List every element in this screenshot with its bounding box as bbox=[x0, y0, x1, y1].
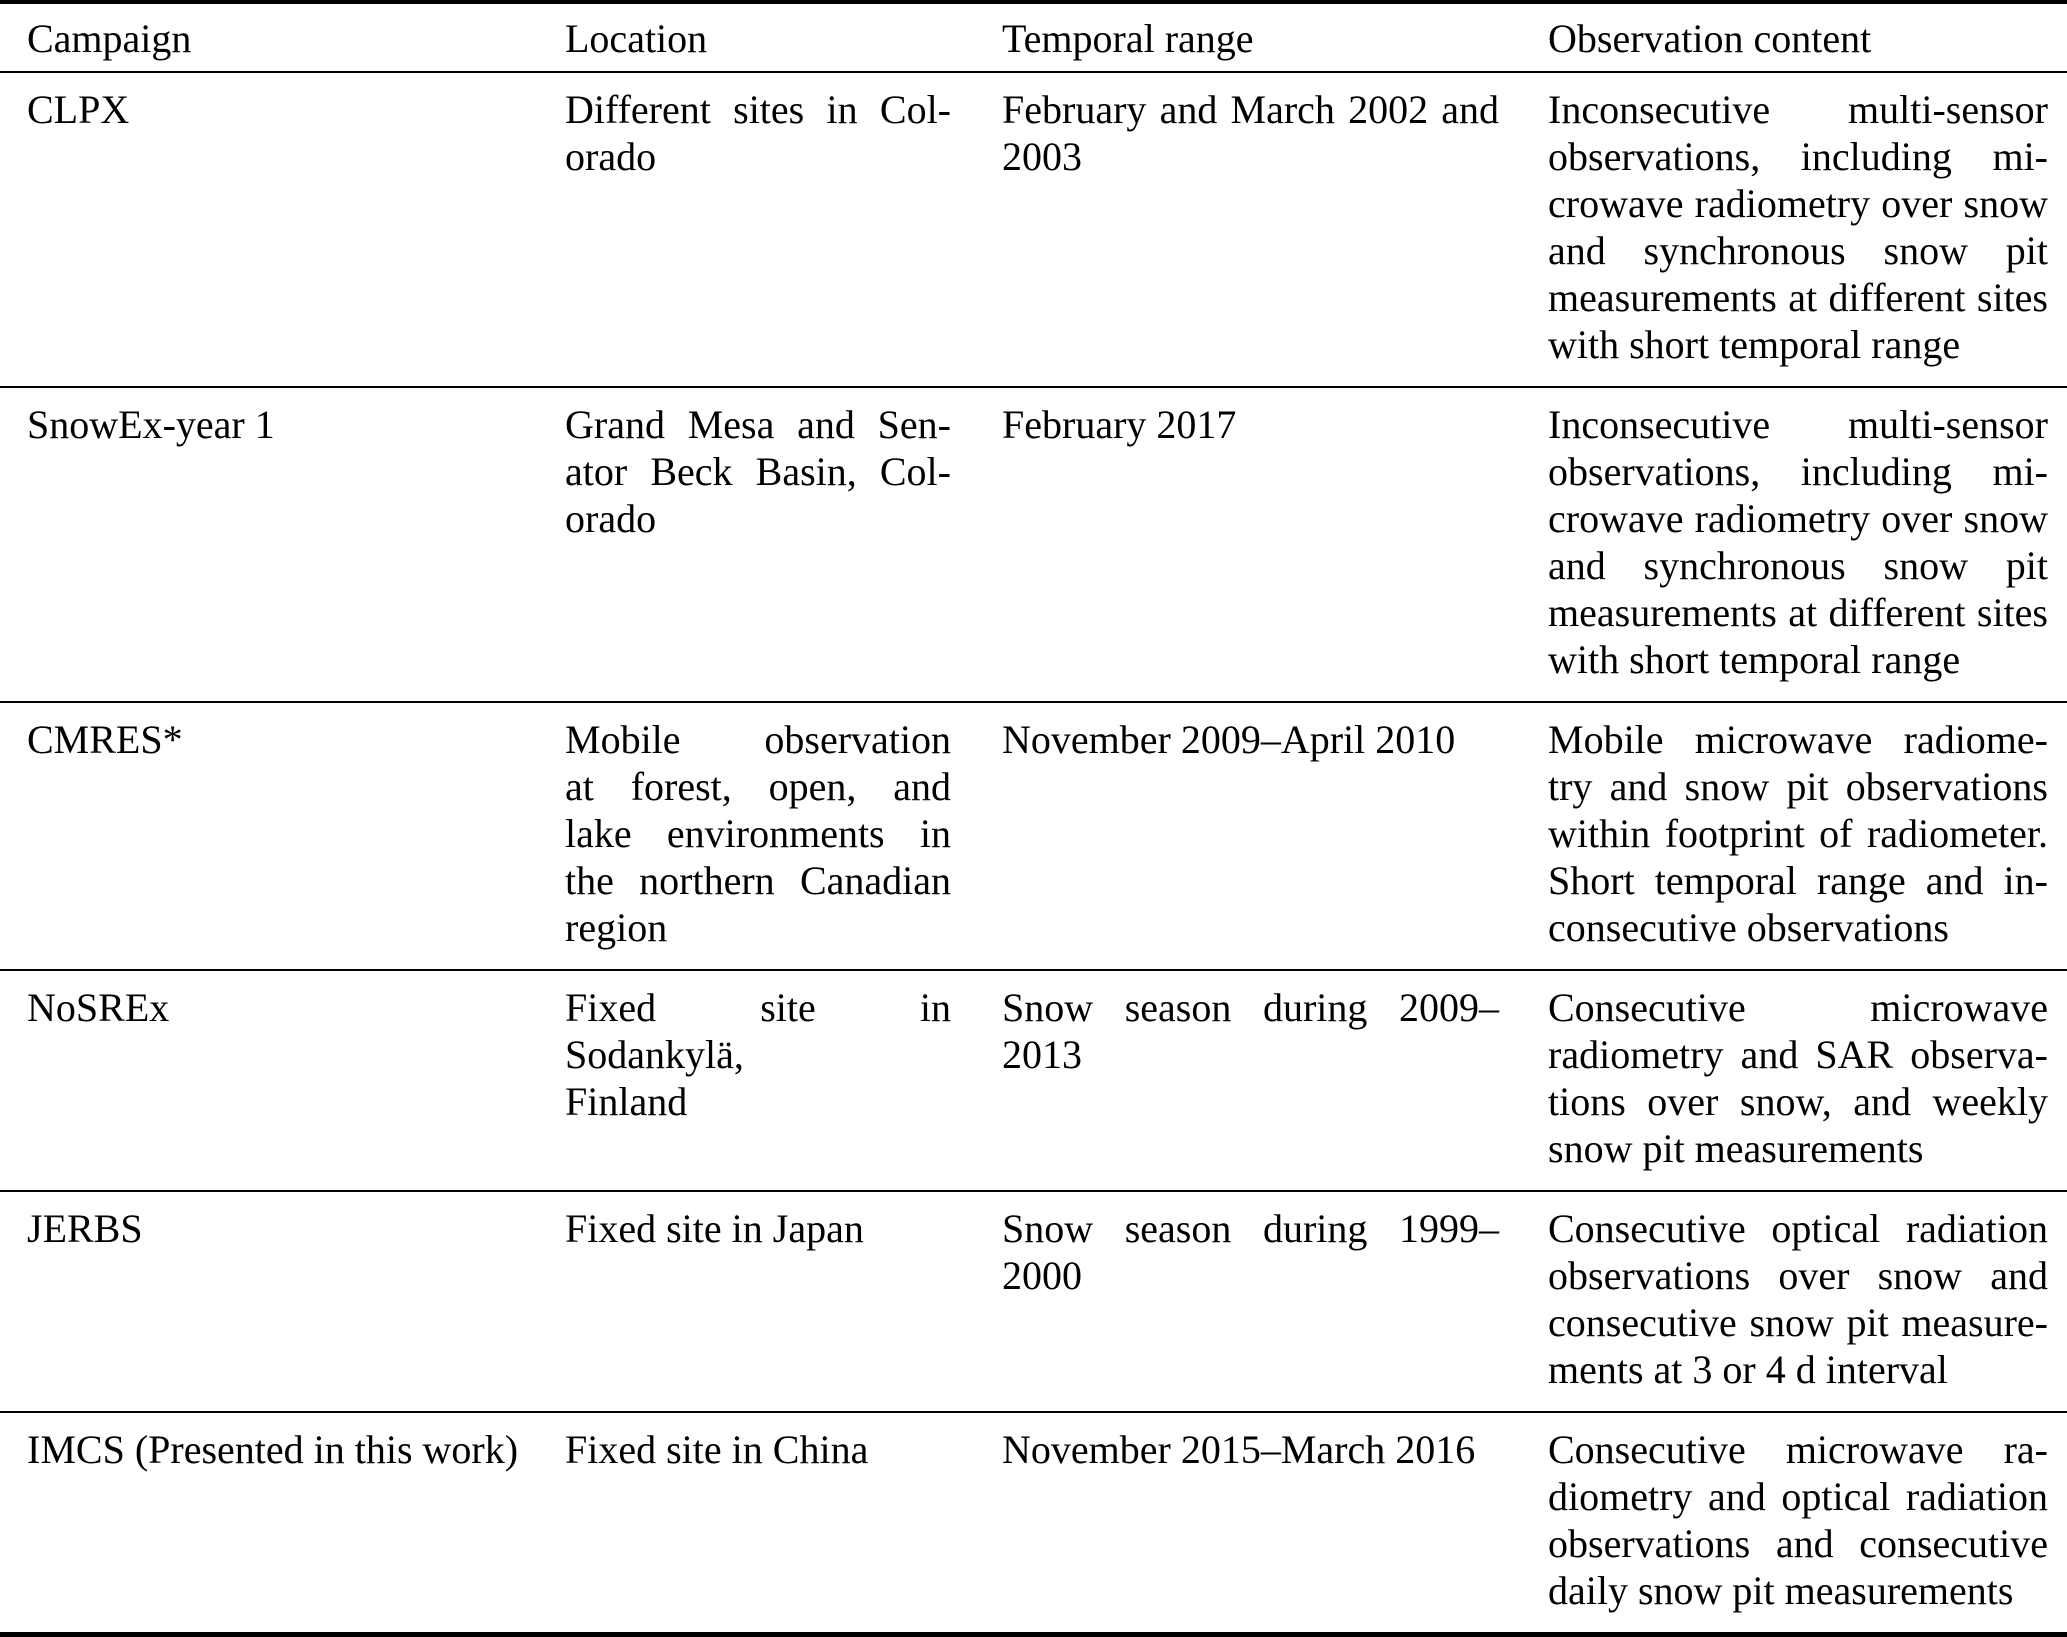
cell-line: Short temporal range and in- bbox=[1548, 858, 2048, 903]
cell-text bbox=[27, 86, 565, 133]
table-row bbox=[0, 970, 2067, 1191]
cell-text bbox=[1548, 401, 2048, 683]
cell-campaign bbox=[0, 970, 565, 1191]
cell-line: at forest, open, and bbox=[565, 764, 951, 809]
cell-text bbox=[1548, 1205, 2048, 1393]
cell-line: CLPX bbox=[27, 87, 130, 132]
header-row bbox=[0, 2, 2067, 72]
cell-line: Fixed site in Japan bbox=[565, 1206, 864, 1251]
cell-text bbox=[1002, 1205, 1499, 1299]
cell-line: February 2017 bbox=[1002, 402, 1237, 447]
cell-line: November 2015–March 2016 bbox=[1002, 1427, 1476, 1472]
cell-text bbox=[565, 401, 951, 542]
cell-text bbox=[565, 86, 951, 180]
table-row bbox=[0, 702, 2067, 970]
cell-line: JERBS bbox=[27, 1206, 143, 1251]
table-row bbox=[0, 387, 2067, 702]
cell-line: ments at 3 or 4 d interval bbox=[1548, 1347, 1948, 1392]
header-temporal-range: Temporal range bbox=[1002, 2, 1548, 72]
cell-location bbox=[565, 1412, 1002, 1635]
cell-line: observations, including mi- bbox=[1548, 449, 2048, 494]
cell-temporal bbox=[1002, 387, 1548, 702]
header-observation-content: Observation content bbox=[1548, 2, 2067, 72]
header-location: Location bbox=[565, 2, 1002, 72]
cell-line: Consecutive microwave ra- bbox=[1548, 1427, 2048, 1472]
cell-line: ator Beck Basin, Col- bbox=[565, 449, 951, 494]
cell-temporal bbox=[1002, 72, 1548, 387]
cell-line: Consecutive optical radiation bbox=[1548, 1206, 2048, 1251]
cell-line: Different sites in Col- bbox=[565, 87, 951, 132]
cell-text bbox=[27, 716, 565, 763]
cell-line: with short temporal range bbox=[1548, 637, 1961, 682]
cell-campaign bbox=[0, 1412, 565, 1635]
cell-text bbox=[1002, 716, 1499, 763]
table-row bbox=[0, 72, 2067, 387]
cell-text bbox=[27, 984, 565, 1031]
cell-location bbox=[565, 72, 1002, 387]
cell-line: consecutive observations bbox=[1548, 905, 1949, 950]
cell-line: CMRES* bbox=[27, 717, 183, 762]
cell-text bbox=[565, 1426, 951, 1473]
header-campaign: Campaign bbox=[0, 2, 565, 72]
cell-line: observations over snow and bbox=[1548, 1253, 2048, 1298]
cell-line: IMCS (Presented in this work) bbox=[27, 1427, 519, 1472]
cell-line: snow pit measurements bbox=[1548, 1126, 1924, 1171]
cell-line: region bbox=[565, 905, 668, 950]
cell-line: observations, including mi- bbox=[1548, 134, 2048, 179]
cell-line: Fixed site in China bbox=[565, 1427, 869, 1472]
cell-line: Grand Mesa and Sen- bbox=[565, 402, 951, 447]
cell-temporal bbox=[1002, 970, 1548, 1191]
cell-line: orado bbox=[565, 496, 657, 541]
cell-line: SnowEx-year 1 bbox=[27, 402, 275, 447]
cell-text bbox=[565, 984, 951, 1125]
cell-line: crowave radiometry over snow bbox=[1548, 181, 2048, 226]
cell-line: measurements at different sites bbox=[1548, 590, 2048, 635]
cell-line: February and March 2002 and bbox=[1002, 87, 1499, 132]
table-row bbox=[0, 1191, 2067, 1412]
cell-line: measurements at different sites bbox=[1548, 275, 2048, 320]
cell-line: Consecutive microwave bbox=[1548, 985, 2048, 1030]
cell-line: daily snow pit measurements bbox=[1548, 1568, 2014, 1613]
cell-line: crowave radiometry over snow bbox=[1548, 496, 2048, 541]
cell-temporal bbox=[1002, 1412, 1548, 1635]
cell-observation bbox=[1548, 72, 2067, 387]
cell-line: within footprint of radiometer. bbox=[1548, 811, 2048, 856]
cell-location bbox=[565, 970, 1002, 1191]
cell-text bbox=[27, 1426, 565, 1473]
cell-text bbox=[27, 401, 565, 448]
cell-text bbox=[565, 716, 951, 951]
cell-line: consecutive snow pit measure- bbox=[1548, 1300, 2048, 1345]
cell-line: orado bbox=[565, 134, 657, 179]
cell-observation bbox=[1548, 1191, 2067, 1412]
cell-observation bbox=[1548, 702, 2067, 970]
cell-text bbox=[565, 1205, 951, 1252]
cell-observation bbox=[1548, 387, 2067, 702]
cell-location bbox=[565, 1191, 1002, 1412]
cell-line: radiometry and SAR observa- bbox=[1548, 1032, 2048, 1077]
cell-text bbox=[1548, 984, 2048, 1172]
cell-text bbox=[1002, 86, 1499, 180]
cell-observation bbox=[1548, 1412, 2067, 1635]
cell-line: tions over snow, and weekly bbox=[1548, 1079, 2048, 1124]
cell-line: and synchronous snow pit bbox=[1548, 543, 2048, 588]
cell-line: with short temporal range bbox=[1548, 322, 1961, 367]
cell-line: the northern Canadian bbox=[565, 858, 951, 903]
cell-campaign bbox=[0, 387, 565, 702]
table-row bbox=[0, 1412, 2067, 1635]
cell-text bbox=[1548, 86, 2048, 368]
cell-campaign bbox=[0, 1191, 565, 1412]
cell-text bbox=[1548, 716, 2048, 951]
cell-line: NoSREx bbox=[27, 985, 170, 1030]
cell-line: Inconsecutive multi-sensor bbox=[1548, 402, 2048, 447]
cell-line: November 2009–April 2010 bbox=[1002, 717, 1456, 762]
cell-observation bbox=[1548, 970, 2067, 1191]
cell-location bbox=[565, 387, 1002, 702]
cell-line: Inconsecutive multi-sensor bbox=[1548, 87, 2048, 132]
cell-line: Mobile microwave radiome- bbox=[1548, 717, 2048, 762]
cell-line: 2003 bbox=[1002, 134, 1082, 179]
cell-campaign bbox=[0, 702, 565, 970]
table-body bbox=[0, 72, 2067, 1635]
cell-location bbox=[565, 702, 1002, 970]
cell-line: and synchronous snow pit bbox=[1548, 228, 2048, 273]
cell-text bbox=[27, 1205, 565, 1252]
cell-line: diometry and optical radiation bbox=[1548, 1474, 2048, 1519]
cell-text bbox=[1002, 1426, 1499, 1473]
cell-line: Mobile observation bbox=[565, 717, 951, 762]
cell-line: lake environments in bbox=[565, 811, 951, 856]
cell-line: Fixed site in Sodankylä, bbox=[565, 985, 951, 1077]
cell-temporal bbox=[1002, 1191, 1548, 1412]
cell-line: Snow season during 1999–2000 bbox=[1002, 1206, 1499, 1298]
cell-line: observations and consecutive bbox=[1548, 1521, 2048, 1566]
cell-text bbox=[1002, 401, 1499, 448]
cell-text bbox=[1548, 1426, 2048, 1614]
cell-text bbox=[1002, 984, 1499, 1078]
cell-line: try and snow pit observations bbox=[1548, 764, 2048, 809]
cell-line: Finland bbox=[565, 1079, 688, 1124]
cell-campaign bbox=[0, 72, 565, 387]
cell-temporal bbox=[1002, 702, 1548, 970]
cell-line: Snow season during 2009–2013 bbox=[1002, 985, 1499, 1077]
